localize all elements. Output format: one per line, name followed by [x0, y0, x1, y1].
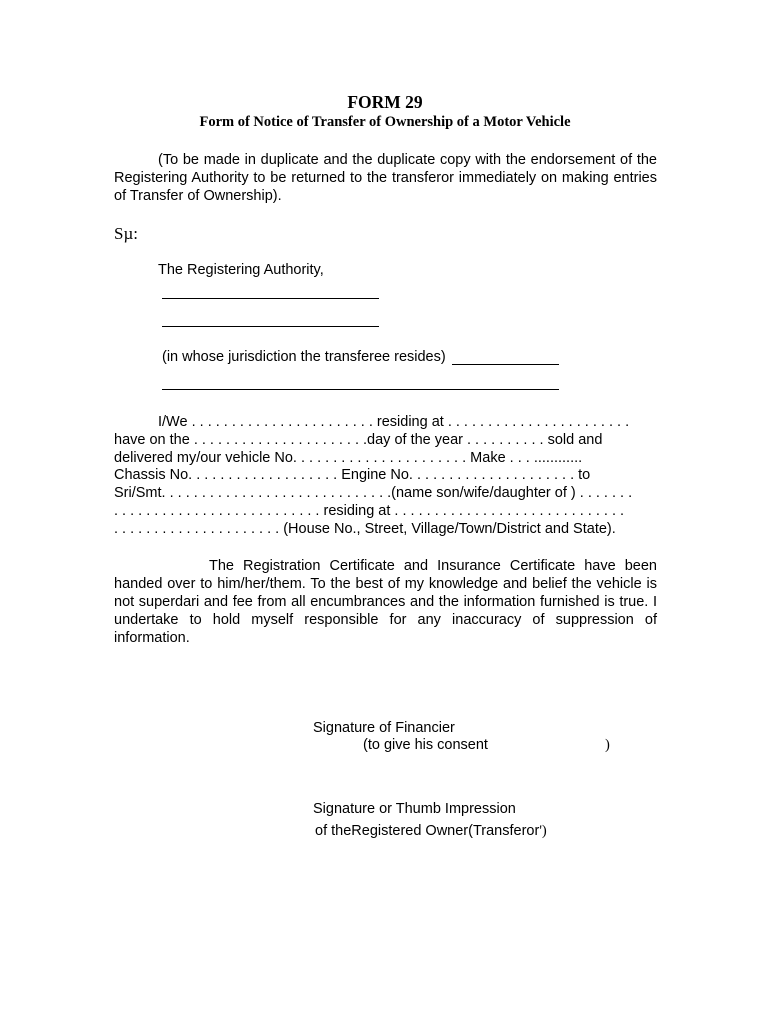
financier-consent-close: ): [605, 737, 610, 753]
jurisdiction-note: (in whose jurisdiction the transferee resides): [162, 349, 446, 365]
body-line-chassis: Chassis No. . . . . . . . . . . . . . . . . . . Engine No. . . . . . . . . . . . . . . . . . . . . to: [114, 467, 591, 483]
addressee: The Registering Authority,: [158, 262, 324, 278]
owner-signature-close: '): [539, 823, 547, 839]
form-title: Form of Notice of Transfer of Ownership of a Motor Vehicle: [199, 114, 571, 130]
jurisdiction-line-full: [162, 389, 559, 390]
body-line-address: . . . . . . . . . . . . . . . . . . . . . (House No., Street, Village/Town/District and State).: [114, 521, 616, 537]
body-line-date: have on the . . . . . . . . . . . . . . . . . . . . . .day of the year . . . . . . . . . . sold and: [114, 432, 603, 448]
owner-signature-label: Signature or Thumb Impression: [313, 801, 516, 817]
body-line-residence: . . . . . . . . . . . . . . . . . . . . . . . . . . residing at . . . . . . . . . . . . . . . . . . . . . . . . . . . . .: [114, 503, 625, 519]
financier-consent-note: (to give his consent: [363, 737, 488, 753]
form-number: FORM 29: [347, 92, 423, 112]
body-line-vehicle: delivered my/our vehicle No. . . . . . . . . . . . . . . . . . . . . . Make . . . ............: [114, 450, 583, 466]
owner-signature-text: of theRegistered Owner(Transferor: [315, 823, 540, 839]
owner-signature-sublabel: [315, 823, 547, 840]
jurisdiction-line-inline: [452, 364, 559, 365]
instruction-paragraph: (To be made in duplicate and the duplicate copy with the endorsement of the Registering Authority to be returned to the transferor immediately on making entries of Transfer of Ownership).: [114, 152, 657, 204]
body-line-transferee: Sri/Smt. . . . . . . . . . . . . . . . . . . . . . . . . . . . .(name son/wife/daughter of ) . . . . . . .: [114, 485, 633, 501]
address-line-2: [162, 326, 379, 327]
declaration-paragraph: The Registration Certificate and Insurance Certificate have been handed over to him/her/them. To the best of my knowledge and belief the vehicle is not superdari and fee from all encumbrances and the information furnished is true. I undertake to hold myself responsible for any inaccuracy of suppression of information.: [114, 558, 657, 646]
address-line-1: [162, 298, 379, 299]
financier-signature-label: Signature of Financier: [313, 720, 455, 736]
body-line-names: I/We . . . . . . . . . . . . . . . . . . . . . . . residing at . . . . . . . . . . . . . . . . . . . . . . .: [158, 414, 630, 430]
salutation: Sµ:: [114, 224, 138, 243]
